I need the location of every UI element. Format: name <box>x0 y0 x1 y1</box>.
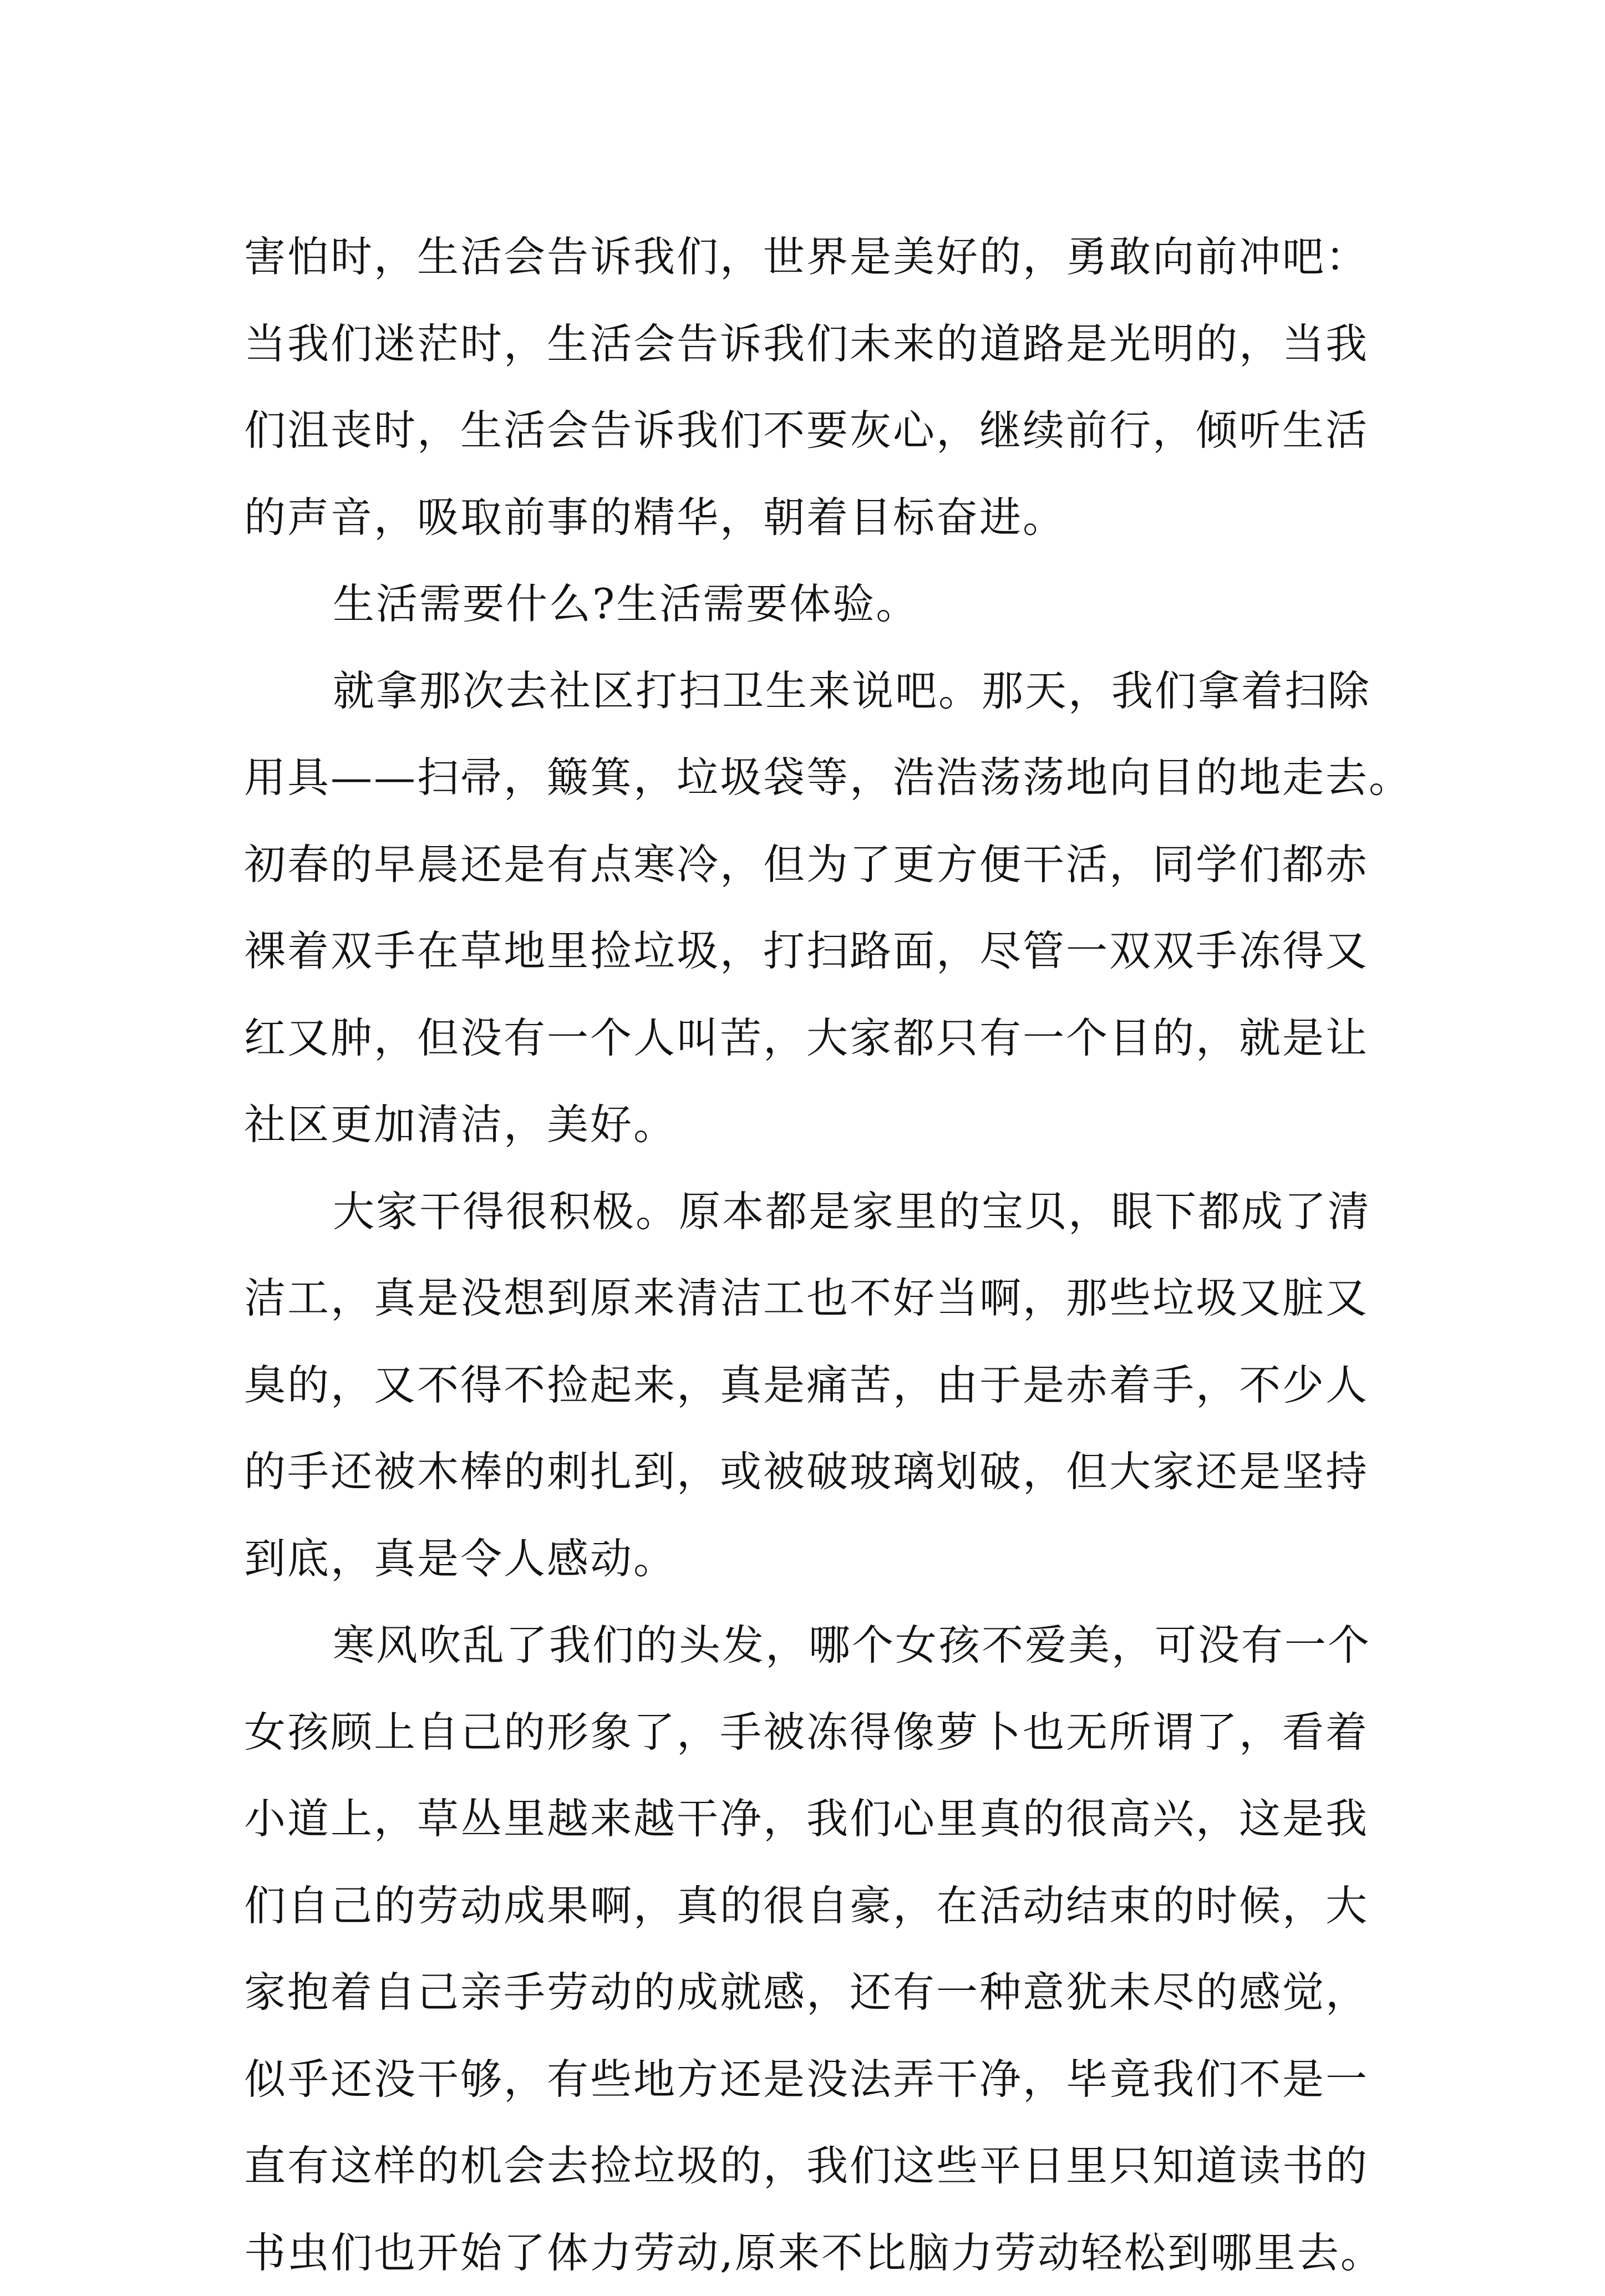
text-line: 社区更加清洁，美好。 <box>244 1081 1359 1168</box>
text-line: 的声音，吸取前事的精华，朝着目标奋进。 <box>244 474 1359 561</box>
paragraph-first-line: 就拿那次去社区打扫卫生来说吧。那天，我们拿着扫除 <box>244 648 1359 735</box>
text-line: 小道上，草丛里越来越干净，我们心里真的很高兴，这是我 <box>244 1775 1359 1862</box>
text-line: 女孩顾上自己的形象了，手被冻得像萝卜也无所谓了，看着 <box>244 1689 1359 1776</box>
text-line: 们自己的劳动成果啊，真的很自豪，在活动结束的时候，大 <box>244 1862 1359 1949</box>
text-line: 到底，真是令人感动。 <box>244 1515 1359 1602</box>
text-line: 用具——扫帚，簸箕，垃圾袋等，浩浩荡荡地向目的地走去。 <box>244 734 1359 821</box>
paragraph-first-line: 寒风吹乱了我们的头发，哪个女孩不爱美，可没有一个 <box>244 1602 1359 1689</box>
paragraph-first-line: 大家干得很积极。原本都是家里的宝贝，眼下都成了清 <box>244 1168 1359 1255</box>
text-line: 的手还被木棒的刺扎到，或被破玻璃划破，但大家还是坚持 <box>244 1428 1359 1515</box>
text-line: 害怕时，生活会告诉我们，世界是美好的，勇敢向前冲吧： <box>244 213 1359 301</box>
text-line: 们沮丧时，生活会告诉我们不要灰心，继续前行，倾听生活 <box>244 387 1359 474</box>
text-line: 洁工，真是没想到原来清洁工也不好当啊，那些垃圾又脏又 <box>244 1255 1359 1342</box>
text-line: 臭的，又不得不捡起来，真是痛苦，由于是赤着手，不少人 <box>244 1342 1359 1429</box>
text-line: 直有这样的机会去捡垃圾的，我们这些平日里只知道读书的 <box>244 2122 1359 2210</box>
text-line: 当我们迷茫时，生活会告诉我们未来的道路是光明的，当我 <box>244 301 1359 388</box>
body-text <box>244 213 1359 2296</box>
paragraph-first-line: 生活需要什么?生活需要体验。 <box>244 561 1359 648</box>
text-line: 家抱着自己亲手劳动的成就感，还有一种意犹未尽的感觉， <box>244 1949 1359 2036</box>
text-line: 似乎还没干够，有些地方还是没法弄干净，毕竟我们不是一 <box>244 2036 1359 2123</box>
text-line: 书虫们也开始了体力劳动,原来不比脑力劳动轻松到哪里去。 <box>244 2210 1359 2296</box>
text-line: 红又肿，但没有一个人叫苦，大家都只有一个目的，就是让 <box>244 995 1359 1082</box>
text-line: 裸着双手在草地里捡垃圾，打扫路面，尽管一双双手冻得又 <box>244 908 1359 995</box>
text-line: 初春的早晨还是有点寒冷，但为了更方便干活，同学们都赤 <box>244 821 1359 908</box>
